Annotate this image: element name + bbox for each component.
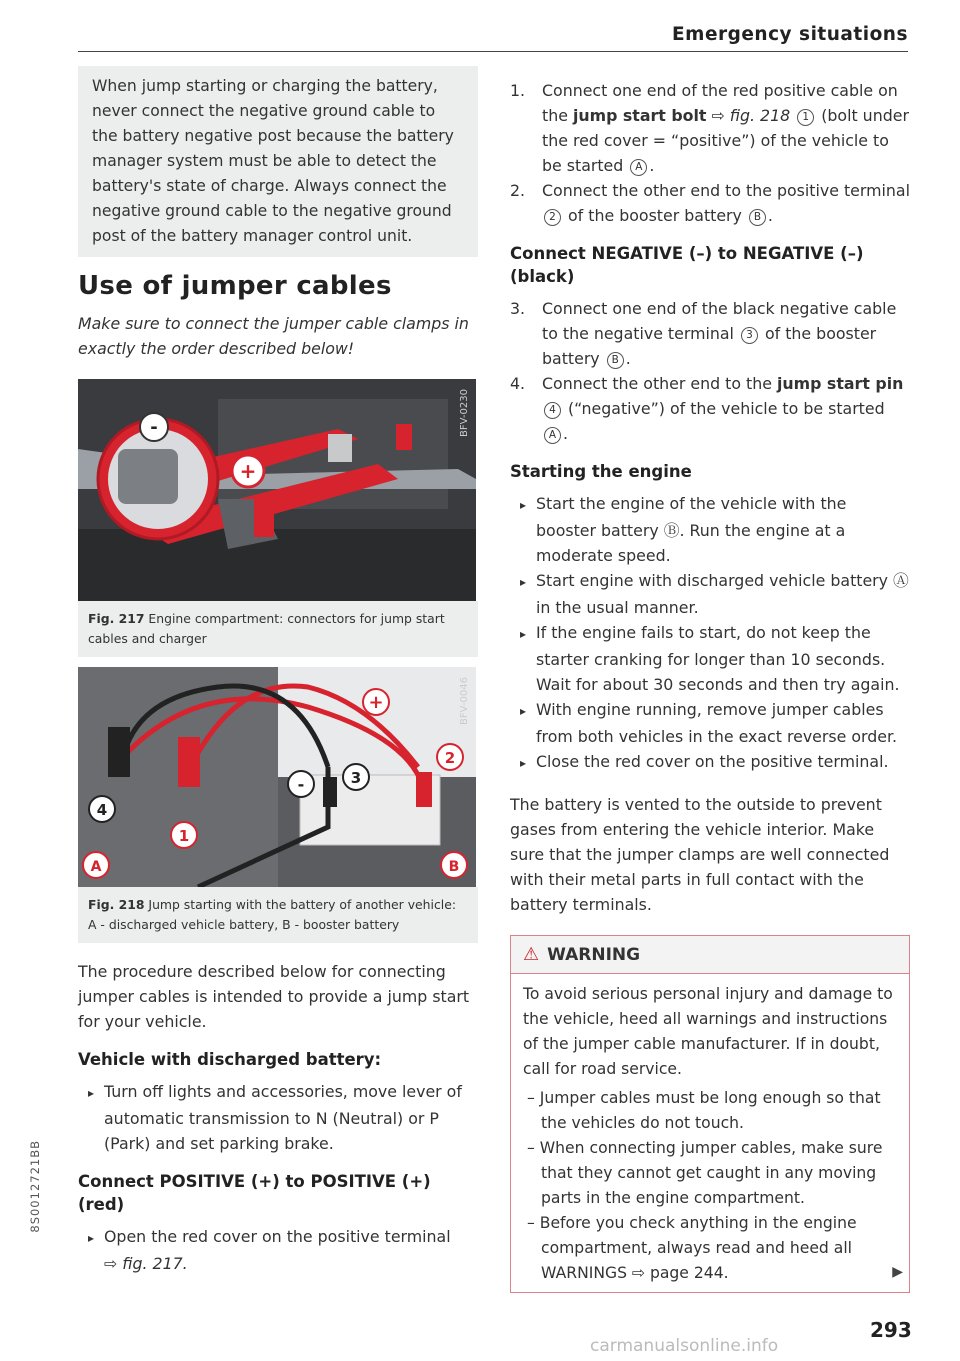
subheading-positive: Connect POSITIVE (+) to POSITIVE (+) (red) — [78, 1172, 431, 1214]
list-item: ▸ If the engine fails to start, do not keep the starter cranking for longer than 10 seconds. Wait for about 30 seconds and then try again. — [510, 620, 910, 697]
battery-note: When jump starting or charging the battery, never connect the negative ground cable to the battery negative post because the battery manager system must be able to detect the battery's state of charge. Always connect the negative ground cable to the negative ground post of the battery manager control unit. — [78, 66, 478, 257]
figure-217-caption-text: Engine compartment: connectors for jump start cables and charger — [88, 611, 445, 646]
subheading-discharged: Vehicle with discharged battery: — [78, 1050, 382, 1069]
step-number: 3. — [510, 299, 526, 318]
step-end: . — [649, 156, 655, 175]
step-text: Connect the other end to the positive terminal — [542, 181, 910, 200]
engine-compartment-illustration — [78, 379, 476, 601]
section-title: Use of jumper cables — [78, 271, 392, 301]
step-text: (bolt under the red cover = “positive”) of the vehicle to be started — [542, 106, 909, 175]
vent-text: The battery is vented to the outside to prevent gases from entering the vehicle interior. Make sure that the jumper clamps are well connected with their metal parts in full contact with the battery terminals. — [510, 795, 890, 914]
figure-218-label: Fig. 218 — [88, 897, 145, 912]
step-text: of the booster battery — [542, 324, 877, 368]
step-end: . — [767, 206, 773, 225]
section-header: Emergency situations — [672, 24, 908, 45]
list-item — [78, 1224, 478, 1276]
warning-item: – Jumper cables must be long enough so that the vehicles do not touch. — [527, 1089, 881, 1132]
step-1 — [510, 78, 910, 178]
list-item: ▸ With engine running, remove jumper cables from both vehicles in the exact reverse order. — [510, 697, 910, 749]
callout-a: A — [544, 427, 561, 444]
step-text: Connect the other end to the — [542, 374, 777, 393]
watermark: carmanualsonline.info — [590, 1336, 779, 1356]
svg-text:1: 1 — [178, 827, 190, 845]
warning-title: WARNING — [547, 945, 641, 965]
step-text: Connect one end of the black negative cable to the negative terminal — [542, 299, 897, 343]
figure-218-caption-text: Jump starting with the battery of another vehicle: A - discharged vehicle battery, B - booster battery — [88, 897, 457, 932]
figure-218-image — [78, 667, 476, 887]
warning-body — [511, 974, 909, 1292]
procedure-text: The procedure described below for connecting jumper cables is intended to provide a jump start for your vehicle. — [78, 962, 470, 1031]
svg-text:A: A — [90, 859, 102, 875]
figure-217-label: Fig. 217 — [88, 611, 145, 626]
step-3 — [510, 296, 910, 371]
warning-item: – Before you check anything in the engine compartment, always read and heed all WARNINGS ⇨ page 244. — [527, 1214, 857, 1282]
page-number: 293 — [870, 1318, 912, 1342]
step-number: 1. — [510, 81, 526, 100]
list-item: ▸ Turn off lights and accessories, move lever of automatic transmission to N (Neutral) or P (Park) and set parking brake. — [78, 1079, 478, 1156]
header-rule — [78, 51, 908, 52]
step-number: 4. — [510, 374, 526, 393]
callout-3: 3 — [741, 327, 758, 344]
step-bold: jump start bolt — [572, 106, 707, 125]
callout-b: B — [749, 209, 766, 226]
step-2 — [510, 178, 910, 228]
figure-217-image — [78, 379, 476, 601]
callout-4: 4 — [544, 402, 561, 419]
svg-text:4: 4 — [96, 801, 108, 819]
svg-text:3: 3 — [350, 769, 362, 787]
jump-start-illustration — [78, 667, 476, 887]
svg-text:-: - — [150, 417, 158, 438]
list-item: ▸ Close the red cover on the positive terminal. — [510, 749, 910, 776]
fig-218-link[interactable]: ⇨ fig. 218 — [706, 106, 796, 125]
subheading-negative: Connect NEGATIVE (–) to NEGATIVE (–) (black) — [510, 244, 864, 286]
figure-218-id: BFV-0046 — [459, 677, 470, 725]
continue-arrow-icon: ▶ — [892, 1264, 903, 1280]
step-4 — [510, 371, 910, 446]
subheading-starting: Starting the engine — [510, 462, 692, 481]
fig-217-link[interactable]: ⇨ fig. 217. — [104, 1254, 188, 1273]
step-text: of the booster battery — [563, 206, 747, 225]
warning-text: To avoid serious personal injury and damage to the vehicle, heed all warnings and instructions of the jumper cable manufacturer. If in doubt, call for road service. — [523, 985, 893, 1078]
callout-b: B — [607, 352, 624, 369]
step-text: (“negative”) of the vehicle to be started — [563, 399, 885, 418]
right-column — [510, 78, 910, 1293]
callout-1: 1 — [797, 109, 814, 126]
list-item: ▸ Start engine with discharged vehicle battery Ⓐ in the usual manner. — [510, 568, 910, 620]
list-item: ▸ Start the engine of the vehicle with the booster battery Ⓑ. Run the engine at a moderate speed. — [510, 491, 910, 568]
svg-text:2: 2 — [444, 749, 456, 767]
intro-text: Make sure to connect the jumper cable clamps in exactly the order described below! — [78, 314, 469, 358]
warning-box — [510, 935, 910, 1293]
step-bold: jump start pin — [777, 374, 904, 393]
warning-triangle-icon: ⚠ — [523, 944, 540, 965]
svg-text:+: + — [239, 459, 257, 483]
callout-2: 2 — [544, 209, 561, 226]
figure-217-id: BFV-0230 — [459, 389, 470, 437]
callout-a: A — [630, 159, 647, 176]
step-end: . — [563, 424, 569, 443]
step-text: Connect one end of the red positive cable on the — [542, 81, 898, 125]
figure-218-caption — [78, 887, 478, 943]
figure-217-caption — [78, 601, 478, 657]
document-code: 8S0012721BB — [28, 1140, 42, 1233]
svg-text:B: B — [448, 859, 460, 875]
left-column — [78, 66, 478, 1276]
list-item-text: Open the red cover on the positive terminal — [104, 1227, 451, 1246]
step-number: 2. — [510, 181, 526, 200]
warning-item: – When connecting jumper cables, make sure that they cannot get caught in any moving parts in the engine compartment. — [527, 1139, 883, 1207]
warning-header — [511, 936, 909, 974]
svg-text:+: + — [368, 692, 384, 713]
svg-text:-: - — [297, 775, 305, 794]
step-end: . — [625, 349, 631, 368]
